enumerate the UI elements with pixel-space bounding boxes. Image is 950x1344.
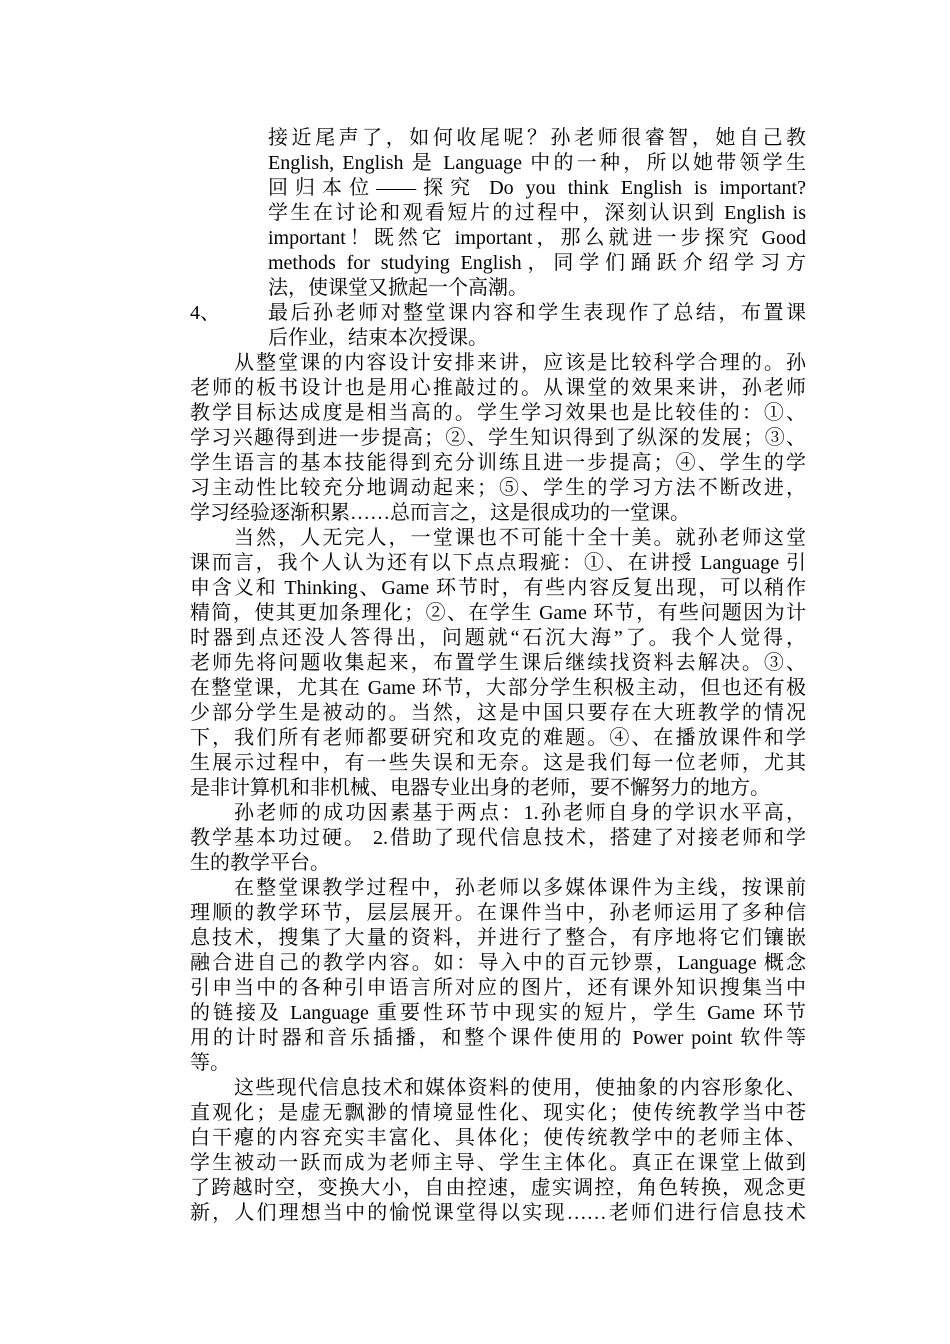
text-line: 孙老师的成功因素基于两点：1.孙老师自身的学识水平高， [234, 802, 806, 824]
text-line: 时器到点还没人答得出，问题就“石沉大海”了。我个人觉得， [190, 627, 806, 649]
text-line: 法，使课堂又掀起一个高潮。 [268, 277, 528, 299]
text-line: 这些现代信息技术和媒体资料的使用，使抽象的内容形象化、 [234, 1077, 806, 1099]
text-line: 回归本位——探究 Do you think English is important? [268, 177, 806, 199]
text-line: 生的教学平台。 [190, 852, 330, 874]
text-line: 申含义和 Thinking、Game 环节时，有些内容反复出现，可以稍作 [190, 577, 806, 599]
text-line: 老师先将问题收集起来，布置学生课后继续找资料去解决。③、 [190, 652, 806, 674]
text-line: 息技术，搜集了大量的资料，并进行了整合，有序地将它们镶嵌 [190, 927, 806, 949]
text-line: 白干瘪的内容充实丰富化、具体化；使传统教学中的老师主体、 [190, 1127, 806, 1149]
text-line: 是非计算机和非机械、电器专业出身的老师，要不懈努力的地方。 [190, 777, 770, 799]
text-line: methods for studying English，同学们踊跃介绍学习方 [268, 252, 806, 274]
text-line: English, English 是 Language 中的一种，所以她带领学生 [268, 152, 806, 174]
text-line: 教学基本功过硬。 2.借助了现代信息技术，搭建了对接老师和学 [190, 827, 806, 849]
text-line: 融合进自己的教学内容。如：导入中的百元钞票，Language 概念 [190, 952, 806, 974]
text-line: 课而言，我个人认为还有以下点点瑕疵：①、在讲授 Language 引 [190, 552, 806, 574]
text-line: 当然，人无完人，一堂课也不可能十全十美。就孙老师这堂 [234, 527, 806, 549]
text-line: 在整堂课教学过程中，孙老师以多媒体课件为主线，按课前 [234, 877, 806, 899]
text-line: important！既然它 important，那么就进一步探究 Good [268, 227, 806, 249]
text-line: 教学目标达成度是相当高的。学生学习效果也是比较佳的：①、 [190, 402, 806, 424]
text-line: 直观化；是虚无飘渺的情境显性化、现实化；使传统教学当中苍 [190, 1102, 806, 1124]
text-line: 后作业，结束本次授课。 [268, 327, 488, 349]
text-line: 习主动性比较充分地调动起来；⑤、学生的学习方法不断改进， [190, 477, 806, 499]
text-line: 老师的板书设计也是用心推敲过的。从课堂的效果来讲，孙老师 [190, 377, 806, 399]
text-line: 最后孙老师对整堂课内容和学生表现作了总结，布置课 [268, 302, 806, 324]
text-line: 引申当中的各种引申语言所对应的图片，还有课外知识搜集当中 [190, 977, 806, 999]
text-line: 学生在讨论和观看短片的过程中，深刻认识到 English is [268, 202, 806, 224]
text-line: 在整堂课，尤其在 Game 环节，大部分学生积极主动，但也还有极 [190, 677, 806, 699]
text-line: 理顺的教学环节，层层展开。在课件当中，孙老师运用了多种信 [190, 902, 806, 924]
text-line: 学生被动一跃而成为老师主导、学生主体化。真正在课堂上做到 [190, 1152, 806, 1174]
list-number: 4、 [190, 302, 220, 324]
text-line: 生展示过程中，有一些失误和无奈。这是我们每一位老师，尤其 [190, 752, 806, 774]
text-line: 从整堂课的内容设计安排来讲，应该是比较科学合理的。孙 [234, 352, 806, 374]
text-line: 接近尾声了，如何收尾呢？孙老师很睿智，她自己教 [268, 127, 806, 149]
text-line: 学习兴趣得到进一步提高；②、学生知识得到了纵深的发展；③、 [190, 427, 806, 449]
text-line: 的链接及 Language 重要性环节中现实的短片，学生 Game 环节 [190, 1002, 806, 1024]
text-line: 精简，使其更加条理化；②、在学生 Game 环节，有些问题因为计 [190, 602, 806, 624]
text-line: 等。 [190, 1052, 230, 1074]
text-line: 下，我们所有老师都要研究和攻克的难题。④、在播放课件和学 [190, 727, 806, 749]
text-line: 学习经验逐渐积累……总而言之，这是很成功的一堂课。 [190, 502, 690, 524]
text-line: 了跨越时空，变换大小，自由控速，虚实调控，角色转换，观念更 [190, 1177, 806, 1199]
text-line: 用的计时器和音乐插播，和整个课件使用的 Power point 软件等 [190, 1027, 806, 1049]
text-line: 学生语言的基本技能得到充分训练且进一步提高；④、学生的学 [190, 452, 806, 474]
text-line: 少部分学生是被动的。当然，这是中国只要存在大班教学的情况 [190, 702, 806, 724]
text-line: 新，人们理想当中的愉悦课堂得以实现……老师们进行信息技术 [190, 1202, 806, 1224]
